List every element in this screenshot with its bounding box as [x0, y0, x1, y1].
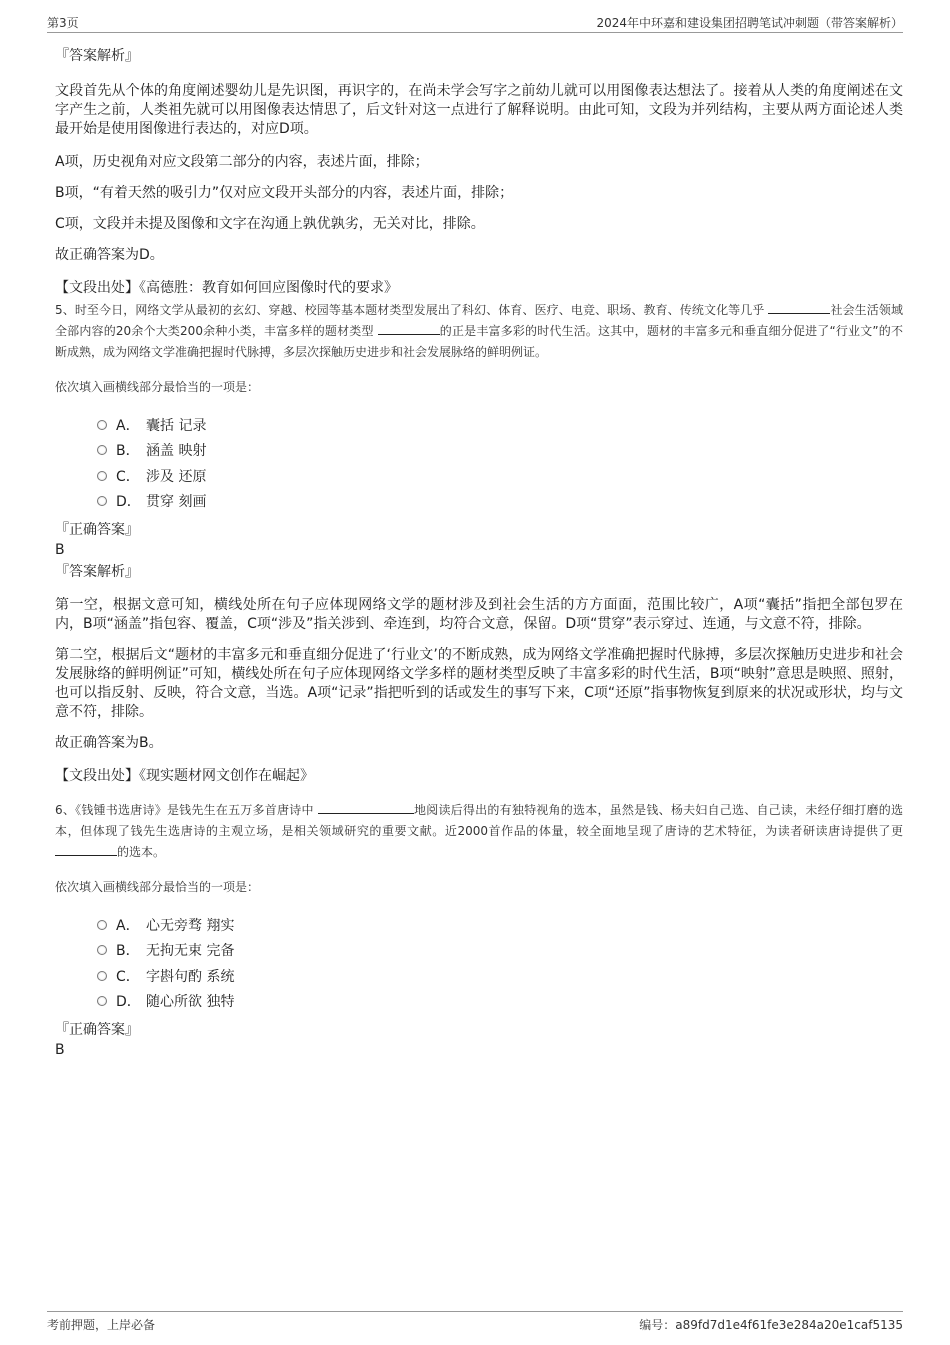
- answer-label: 『正确答案』: [55, 522, 139, 538]
- analysis-label: 『答案解析』: [55, 48, 139, 64]
- analysis-paragraph: 第一空，根据文意可知，横线处所在句子应体现网络文学的题材涉及到社会生活的方方面面，范围比较广，A项“囊括”指把全部包罗在内，B项“涵盖”指包容、覆盖，C项“涉及”指关涉到、牵连到，均符合文意，保留。D项“贯穿”表示穿过、连通，与文意不符，排除。: [55, 597, 903, 632]
- analysis-paragraph: 第二空，根据后文“题材的丰富多元和垂直细分促进了‘行业文’的不断成熟，成为网络文学准确把握时代脉搏，多层次探触历史进步和社会发展脉络的鲜明例证”可知，横线处所在句子应体现网络文学多样的题材类型反映了丰富多彩的时代生活，B项“映射”意思是映照、照射，也可以指反射、反映，符合文意，当选。A项“记录”指把听到的话或发生的事写下来，C项“还原”指事物恢复到原来的状况或形状，均与文意不符，排除。: [55, 647, 903, 720]
- document-title: 2024年中环嘉和建设集团招聘笔试冲刺题（带答案解析）: [596, 16, 903, 30]
- option-list: [97, 412, 903, 514]
- radio-icon[interactable]: [97, 945, 107, 955]
- stem-text: 的选本。: [117, 845, 166, 859]
- option-text: 贯穿 刻画: [146, 494, 207, 511]
- stem-text: 社会生活领域全部内容的20余个大类200余种小类，丰富多样的题材类型: [55, 303, 903, 338]
- footer-slogan: 考前押题，上岸必备: [47, 1318, 156, 1332]
- radio-icon[interactable]: [97, 496, 107, 506]
- answer-value: B: [55, 1042, 65, 1058]
- option-list: [97, 912, 903, 1014]
- option-letter: D．: [116, 994, 141, 1011]
- option-letter: C．: [116, 468, 140, 485]
- option-c[interactable]: [97, 963, 903, 989]
- radio-icon[interactable]: [97, 471, 107, 481]
- option-d[interactable]: [97, 989, 903, 1015]
- analysis-label: 『答案解析』: [55, 564, 139, 580]
- option-letter: D．: [116, 494, 141, 511]
- stem-text: 5、时至今日，网络文学从最初的玄幻、穿越、校园等基本题材类型发展出了科幻、体育、医疗、电竞、职场、教育、传统文化等几乎: [55, 303, 765, 317]
- page-footer: [47, 1311, 903, 1334]
- question-prompt: 依次填入画横线部分最恰当的一项是：: [55, 380, 260, 394]
- fill-blank: [378, 322, 440, 335]
- option-letter: B．: [116, 443, 140, 460]
- option-a[interactable]: [97, 912, 903, 938]
- answer-label: 『正确答案』: [55, 1022, 139, 1038]
- option-c[interactable]: [97, 463, 903, 489]
- option-b[interactable]: [97, 438, 903, 464]
- question-prompt: 依次填入画横线部分最恰当的一项是：: [55, 880, 260, 894]
- radio-icon[interactable]: [97, 996, 107, 1006]
- analysis-paragraph: C项，文段并未提及图像和文字在沟通上孰优孰劣，无关对比，排除。: [55, 216, 485, 232]
- fill-blank: [768, 301, 830, 314]
- page-number: 第3页: [47, 16, 79, 30]
- option-letter: B．: [116, 943, 140, 960]
- fill-blank: [318, 801, 414, 814]
- option-text: 涵盖 映射: [146, 443, 207, 460]
- document-id: 编号：a89fd7d1e4f61fe3e284a20e1caf5135: [639, 1318, 903, 1332]
- option-letter: A．: [116, 917, 140, 934]
- radio-icon[interactable]: [97, 971, 107, 981]
- analysis-paragraph: B项，“有着天然的吸引力”仅对应文段开头部分的内容，表述片面，排除；: [55, 185, 514, 201]
- conclusion: 故正确答案为D。: [55, 247, 164, 263]
- source-note: 【文段出处】《高德胜：教育如何回应图像时代的要求》: [55, 280, 398, 296]
- radio-icon[interactable]: [97, 420, 107, 430]
- question-stem: [55, 800, 903, 863]
- fill-blank: [55, 843, 117, 856]
- option-text: 囊括 记录: [146, 417, 207, 434]
- page-content: [55, 46, 903, 1060]
- stem-text: 的正是丰富多彩的时代生活。这其中，题材的丰富多元和垂直细分促进了“行业文”的不断成熟，成为网络文学准确把握时代脉搏，多层次探触历史进步和社会发展脉络的鲜明例证。: [55, 324, 903, 359]
- page-header: [47, 12, 903, 33]
- option-text: 心无旁骛 翔实: [146, 917, 235, 934]
- stem-text: 地阅读后得出的有独特视角的选本，虽然是钱、杨夫妇自己选、自己读，未经仔细打磨的选本，但体现了钱先生选唐诗的主观立场，是相关领域研究的重要文献。近2000首作品的体量，较全面地呈现了唐诗的艺术特征，为读者研读唐诗提供了更: [55, 803, 903, 838]
- option-b[interactable]: [97, 938, 903, 964]
- analysis-paragraph: 文段首先从个体的角度阐述婴幼儿是先识图，再识字的，在尚未学会写字之前幼儿就可以用图像表达想法了。接着从人类的角度阐述在文字产生之前，人类祖先就可以用图像表达情思了，后文针对这一点进行了解释说明。由此可知，文段为并列结构，主要从两方面论述人类最开始是使用图像进行表达的，对应D项。: [55, 83, 903, 137]
- question-stem: [55, 300, 903, 363]
- option-text: 字斟句酌 系统: [146, 968, 235, 985]
- option-text: 无拘无束 完备: [146, 943, 235, 960]
- radio-icon[interactable]: [97, 920, 107, 930]
- analysis-paragraph: A项，历史视角对应文段第二部分的内容，表述片面，排除；: [55, 154, 429, 170]
- stem-text: 6、《钱锺书选唐诗》是钱先生在五万多首唐诗中: [55, 803, 314, 817]
- option-d[interactable]: [97, 489, 903, 515]
- option-a[interactable]: [97, 412, 903, 438]
- option-text: 随心所欲 独特: [146, 994, 235, 1011]
- answer-value: B: [55, 542, 65, 558]
- option-letter: C．: [116, 968, 140, 985]
- conclusion: 故正确答案为B。: [55, 735, 163, 751]
- option-text: 涉及 还原: [146, 468, 207, 485]
- option-letter: A．: [116, 417, 140, 434]
- source-note: 【文段出处】《现实题材网文创作在崛起》: [55, 768, 314, 784]
- radio-icon[interactable]: [97, 445, 107, 455]
